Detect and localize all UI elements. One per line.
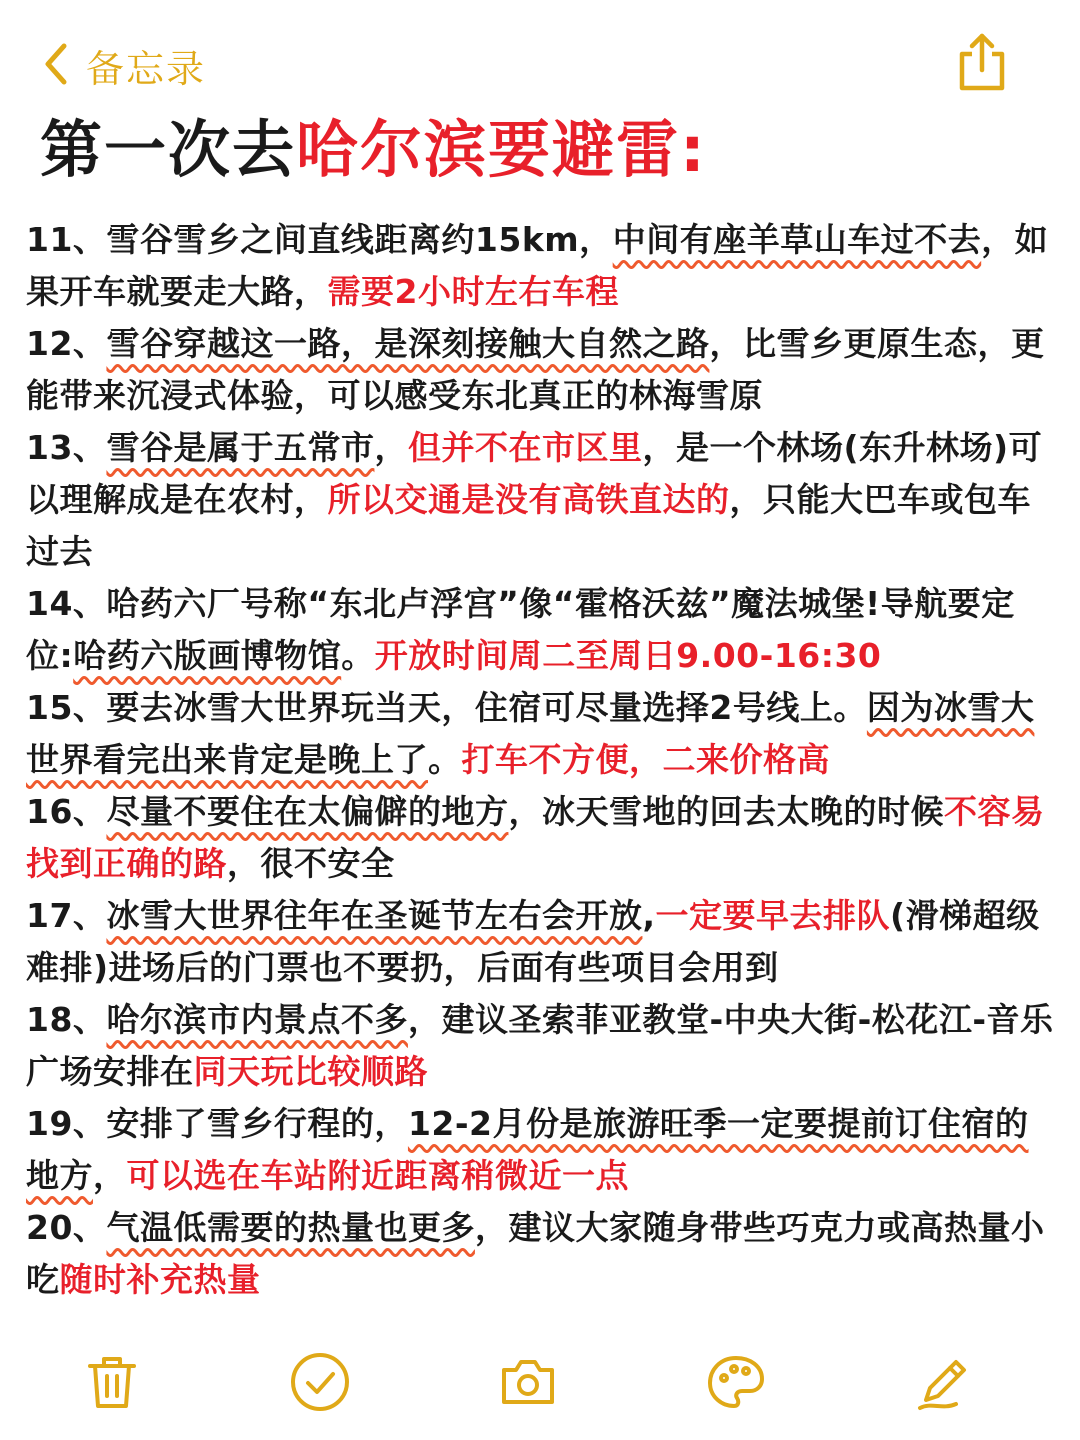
tip-text: (滑梯超级难排)进场后的门票也不要扔，后面有些项目会用到 — [26, 896, 1040, 987]
compose-icon — [912, 1350, 976, 1414]
camera-icon — [496, 1350, 560, 1414]
tip-text: 15、要去冰雪大世界玩当天，住宿可尽量选择2号线上。 — [26, 688, 867, 727]
tip-text: 。 — [428, 740, 462, 779]
tip-highlight: 不容易找到正确的路 — [26, 792, 1045, 883]
navigation-bar — [0, 0, 1080, 120]
tip-text: ，建议圣索菲亚教堂-中央大街-松花江-音乐广场安排在 — [26, 1000, 1054, 1091]
tip-text: 17、 — [26, 896, 107, 935]
tip-text: 19、安排了雪乡行程的， — [26, 1104, 408, 1143]
share-icon — [954, 30, 1010, 94]
tip-11 — [26, 214, 1060, 318]
tip-highlight: 开放时间周二至周日9.00-16:30 — [374, 636, 882, 675]
tip-text: 11、雪谷雪乡之间直线距离约15km， — [26, 220, 613, 259]
share-button[interactable] — [954, 30, 1010, 94]
tip-16 — [26, 786, 1060, 890]
title-highlight: 哈尔滨要避雷: — [296, 113, 707, 186]
tip-text: 12、 — [26, 324, 107, 363]
compose-button[interactable] — [912, 1350, 976, 1414]
tip-text: ， — [93, 1156, 127, 1195]
tip-text: ，只能大巴车或包车过去 — [26, 480, 1031, 571]
trash-icon — [80, 1350, 144, 1414]
tip-text: 14、哈药六厂号称“东北卢浮宫”像“霍格沃兹”魔法城堡!导航要定位: — [26, 584, 1015, 675]
tip-20 — [26, 1202, 1060, 1306]
palette-icon — [704, 1350, 768, 1414]
tip-highlight: 需要2小时左右车程 — [327, 272, 619, 311]
tip-text: 18、 — [26, 1000, 107, 1039]
markup-button[interactable] — [704, 1350, 768, 1414]
tip-text: , — [642, 896, 656, 935]
tip-underlined: 12-2月份是旅游旺季一定要提前订住宿的地方 — [26, 1104, 1029, 1195]
note-body — [26, 214, 1060, 1306]
back-button[interactable] — [40, 38, 206, 93]
tip-underlined: 哈尔滨市内景点不多 — [106, 1000, 408, 1039]
tip-highlight: 可以选在车站附近距离稍微近一点 — [126, 1156, 629, 1195]
tip-text: ，很不安全 — [227, 844, 395, 883]
tip-underlined: 尽量不要住在太偏僻的地方 — [106, 792, 509, 831]
tip-13 — [26, 422, 1060, 578]
back-label: 备忘录 — [86, 47, 207, 91]
tip-underlined: 中间有座羊草山车过不去 — [612, 220, 982, 259]
tip-text: 20、 — [26, 1208, 107, 1247]
tip-text: 13、 — [26, 428, 107, 467]
tip-14 — [26, 578, 1060, 682]
tip-highlight: 随时补充热量 — [59, 1260, 261, 1299]
tip-underlined: 因为冰雪大世界看完出来肯定是晚上了 — [26, 688, 1035, 779]
delete-button[interactable] — [80, 1350, 144, 1414]
tip-highlight: 一定要早去排队 — [655, 896, 890, 935]
tip-underlined: 雪谷是属于五常市 — [106, 428, 375, 467]
tip-18 — [26, 994, 1060, 1098]
tip-text: ，是一个林场(东升林场)可以理解成是在农村， — [26, 428, 1043, 519]
tip-15 — [26, 682, 1060, 786]
tip-underlined: 雪谷穿越这一路，是深刻接触大自然之路 — [106, 324, 710, 363]
tip-text: 。 — [341, 636, 375, 675]
tip-17 — [26, 890, 1060, 994]
tip-underlined: 哈药六版画博物馆 — [73, 636, 342, 675]
tip-underlined: 气温低需要的热量也更多 — [106, 1208, 475, 1247]
tip-highlight: 打车不方便，二来价格高 — [461, 740, 830, 779]
camera-button[interactable] — [496, 1350, 560, 1414]
chevron-left-icon — [40, 42, 72, 90]
tip-text: ，冰天雪地的回去太晚的时候 — [508, 792, 944, 831]
checklist-button[interactable] — [288, 1350, 352, 1414]
tip-12 — [26, 318, 1060, 422]
tip-highlight: 但并不在市区里 — [407, 428, 643, 467]
tip-text: ，比雪乡更原生态，更能带来沉浸式体验，可以感受东北真正的林海雪原 — [26, 324, 1045, 415]
tip-19 — [26, 1098, 1060, 1202]
tip-highlight: 所以交通是没有高铁直达的 — [327, 480, 730, 519]
bottom-toolbar — [0, 1350, 1080, 1420]
tip-text: ， — [374, 428, 408, 467]
tip-underlined: 冰雪大世界往年在圣诞节左右会开放 — [106, 896, 643, 935]
tip-highlight: 同天玩比较顺路 — [193, 1052, 428, 1091]
tip-text: 16、 — [26, 792, 107, 831]
checklist-icon — [288, 1350, 352, 1414]
tip-text: ，如果开车就要走大路， — [26, 220, 1049, 311]
title-black: 第一次去 — [40, 113, 297, 186]
tip-text: ，建议大家随身带些巧克力或高热量小吃 — [26, 1208, 1045, 1299]
note-title — [40, 108, 707, 192]
